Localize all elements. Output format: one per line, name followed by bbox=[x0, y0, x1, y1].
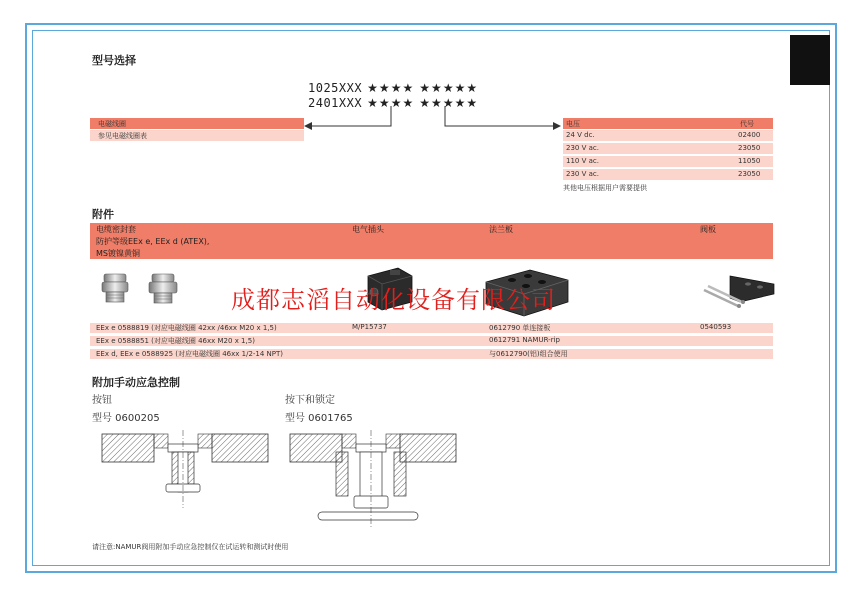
voltage-note: 其他电压根据用户需要提供 bbox=[563, 184, 647, 192]
manual-title: 附加手动应急控制 bbox=[92, 376, 180, 389]
code-prefix: 1025XXX bbox=[308, 81, 363, 95]
acc-row-col3: 0612790 单连接板 bbox=[489, 324, 551, 332]
voltage-cell: 24 V dc. bbox=[566, 131, 595, 139]
watermark: 成都志滔自动化设备有限公司 bbox=[231, 286, 556, 314]
manual-item-model: 型号 0601765 bbox=[285, 413, 353, 424]
push-and-lock-drawing bbox=[288, 430, 458, 530]
acc-row-col1: EEx e 0588819 (对应电磁线圈 42xx /46xx M20 x 1,5) bbox=[96, 324, 277, 332]
voltage-cell: 110 V ac. bbox=[566, 157, 599, 165]
stars-group-b: ★★★★★ bbox=[419, 96, 479, 110]
acc-header-col1-line2: 防护等级EEx e, EEx d (ATEX), bbox=[96, 237, 210, 246]
acc-row-col1: EEx e 0588851 (对应电磁线圈 46xx M20 x 1,5) bbox=[96, 337, 255, 345]
voltage-cell: 230 V ac. bbox=[566, 170, 599, 178]
manual-item-model: 型号 0600205 bbox=[92, 413, 160, 424]
coil-header: 电磁线圈 bbox=[98, 120, 126, 128]
footnote: 请注意:NAMUR阀用附加手动应急控制仅在试运转和测试时使用 bbox=[92, 543, 289, 551]
code-cell: 23050 bbox=[738, 170, 761, 178]
acc-row-col1: EEx d, EEx e 0588925 (对应电磁线圈 46xx 1/2-14 NPT) bbox=[96, 350, 284, 358]
valve-plate-image bbox=[700, 270, 776, 314]
acc-header-col3: 法兰板 bbox=[489, 225, 513, 234]
acc-row-col4: 0540593 bbox=[700, 323, 732, 331]
acc-header-col1-line1: 电缆密封套 bbox=[96, 225, 136, 234]
stars-group-a: ★★★★ bbox=[367, 96, 415, 110]
stars-group-b: ★★★★★ bbox=[419, 81, 479, 95]
connector-arrows bbox=[300, 104, 565, 134]
cable-gland-image bbox=[146, 272, 182, 306]
manual-item-name: 按下和锁定 bbox=[285, 395, 335, 406]
acc-row-col3: 0612791 NAMUR-rip bbox=[489, 336, 560, 344]
cable-gland-image bbox=[98, 272, 134, 306]
code-cell: 11050 bbox=[738, 157, 761, 165]
coil-row: 参见电磁线圈表 bbox=[98, 132, 147, 140]
acc-header-col4: 阀板 bbox=[700, 225, 716, 234]
manual-item-name: 按钮 bbox=[92, 395, 112, 406]
accessories-title: 附件 bbox=[92, 208, 114, 221]
page-title: 型号选择 bbox=[92, 54, 136, 67]
acc-header-col1-line3: MS镀镍黄铜 bbox=[96, 249, 140, 258]
acc-row-col2: M/P15737 bbox=[352, 323, 387, 331]
code-cell: 02400 bbox=[738, 131, 761, 139]
voltage-cell: 230 V ac. bbox=[566, 144, 599, 152]
acc-header-col2: 电气插头 bbox=[352, 225, 384, 234]
acc-row-col3: 与0612790(铝)组合使用 bbox=[489, 350, 568, 358]
section-tab bbox=[790, 35, 830, 85]
code-col-header: 代号 bbox=[740, 120, 754, 128]
push-button-drawing bbox=[100, 430, 270, 510]
stars-group-a: ★★★★ bbox=[367, 81, 415, 95]
code-prefix: 2401XXX bbox=[308, 96, 363, 110]
code-cell: 23050 bbox=[738, 144, 761, 152]
voltage-col-header: 电压 bbox=[566, 120, 580, 128]
